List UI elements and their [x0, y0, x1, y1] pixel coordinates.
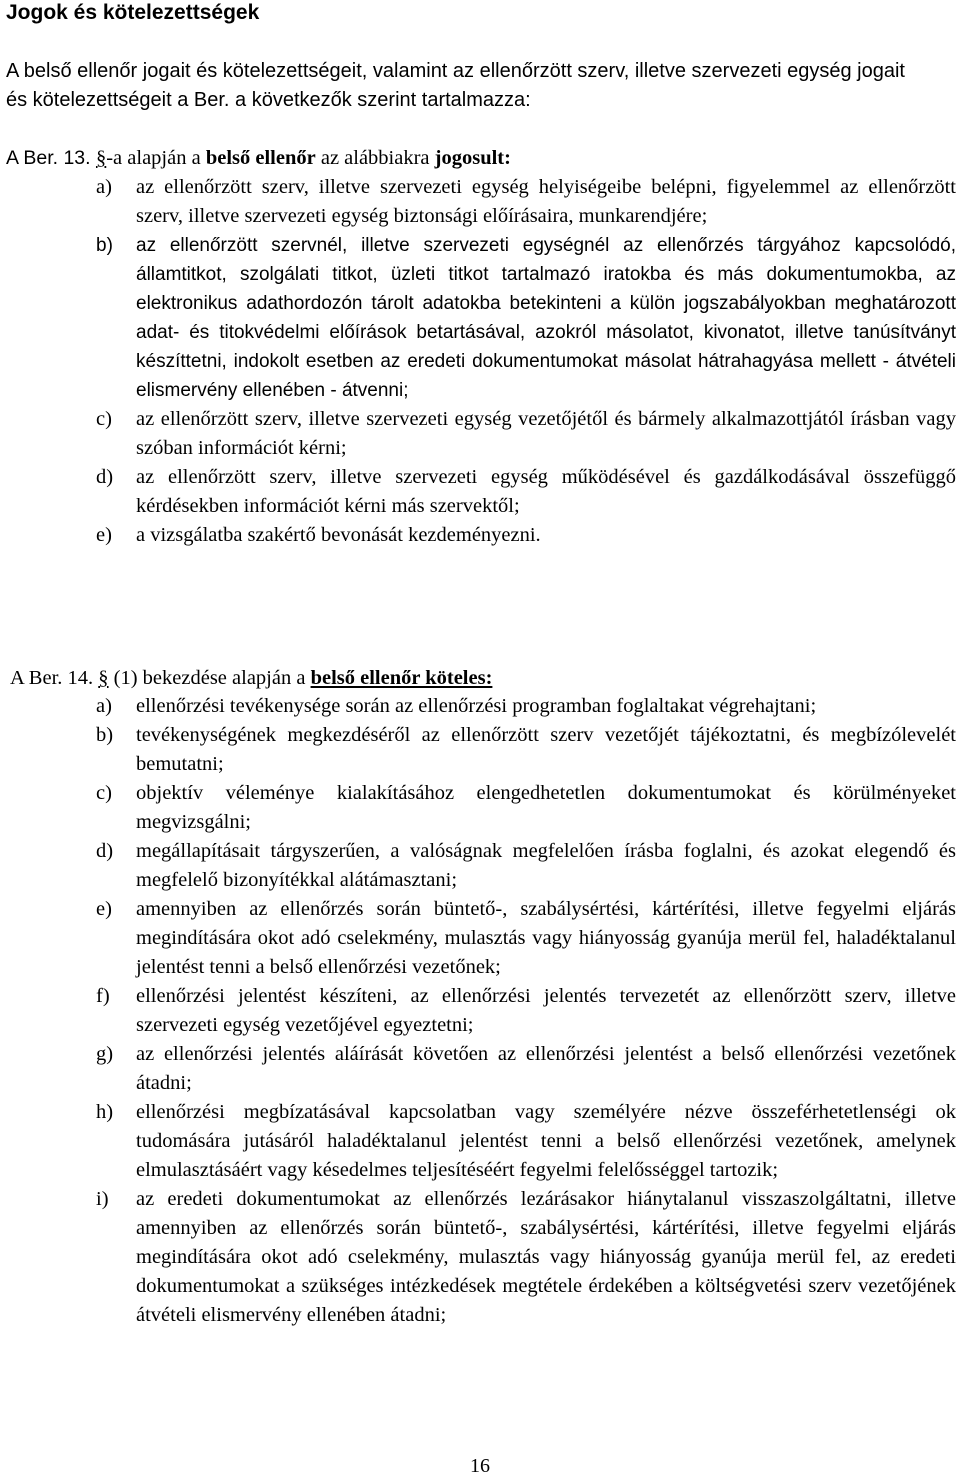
page-heading: Jogok és kötelezettségek	[6, 1, 260, 24]
list-item-marker: a)	[96, 695, 112, 717]
section2-lead-mid: (1) bekezdése alapján a	[108, 667, 311, 689]
section2-section-sign: §	[98, 667, 109, 689]
list-item	[96, 1185, 956, 1330]
list-item	[96, 692, 956, 721]
list-item-marker: b)	[96, 724, 114, 746]
list-item-marker: g)	[96, 1043, 114, 1065]
list-item-text: az ellenőrzési jelentés aláírását követően az ellenőrzési jelentést a belső ellenőrzési vezetőnek átadni;	[136, 1043, 956, 1094]
section2-lead-prefix: A Ber. 14.	[10, 667, 99, 689]
list-item	[96, 837, 956, 895]
list-item-text: ellenőrzési megbízatásával kapcsolatban vagy személyére nézve összeférhetetlenségi ok tudomására jutásáról haladéktalanul jelentést tenni a belső ellenőrzési vezetőnek, amelynek elmulasztásáért vagy késedelmes teljesítéséért fegyelmi felelősséggel tartozik;	[136, 1101, 956, 1181]
list-item-marker: c)	[96, 782, 112, 804]
list-item	[96, 463, 956, 521]
list-item	[96, 779, 956, 837]
list-item-text: megállapításait tárgyszerűen, a valóságnak megfelelően írásba foglalni, és azokat elegendő és megfelelő bizonyítékkal alátámasztani;	[136, 840, 956, 891]
list-item	[96, 1040, 956, 1098]
list-item-marker: a)	[96, 176, 112, 198]
list-item	[96, 895, 956, 982]
list-item-marker: e)	[96, 898, 112, 920]
section1-section-sign: §	[95, 147, 107, 169]
list-item	[96, 405, 956, 463]
list-item-text: az ellenőrzött szerv, illetve szervezeti egység vezetőjétől és bármely alkalmazottjától írásban vagy szóban információt kérni;	[136, 408, 956, 459]
list-item-text: objektív véleménye kialakításához elengedhetetlen dokumentumokat és körülményeket megvizsgálni;	[136, 782, 956, 833]
obligations-list	[96, 692, 956, 1330]
section1-lead-bold-subject: belső ellenőr	[205, 147, 316, 169]
list-item	[96, 173, 956, 231]
list-item	[96, 1098, 956, 1185]
section2-lead-bold: belső ellenőr köteles:	[310, 667, 493, 689]
list-item-text: tevékenységének megkezdéséről az ellenőrzött szerv vezetőjét tájékoztatni, és megbízólevelét bemutatni;	[136, 724, 956, 775]
list-item-marker: d)	[96, 466, 114, 488]
list-item-marker: h)	[96, 1101, 114, 1123]
list-item	[96, 982, 956, 1040]
section1-lead-mid2: az alábbiakra	[315, 147, 435, 169]
list-item-text: az ellenőrzött szerv, illetve szervezeti egység helyiségeibe belépni, figyelemmel az ellenőrzött szerv, illetve szervezeti egység biztonsági előírásaira, munkarendjére;	[136, 176, 956, 227]
list-item-text: az ellenőrzött szervnél, illetve szervezeti egységnél az ellenőrzés tárgyához kapcsolódó, államtitkot, szolgálati titkot, üzleti titkot tartalmazó iratokba és más dokumentumokba, az elektronikus adathordozón tárolt adatokba betekinteni a külön jogszabályokban meghatározott adat- és titokvédelmi előírások betartásával, azokról másolatot, kivonatot, illetve tanúsítványt készíttetni, indokolt esetben az eredeti dokumentumokat másolat hátrahagyása mellett - átvételi elismervény ellenében - átvenni;	[136, 235, 956, 401]
section1-lead	[6, 144, 946, 173]
list-item-text: amennyiben az ellenőrzés során büntető-, szabálysértési, kártérítési, illetve fegyelmi eljárás megindítására okot adó cselekmény, mulasztás vagy hiányosság gyanúja merül fel, haladéktalanul jelentést tenni a belső ellenőrzési vezetőnek;	[136, 898, 956, 978]
list-item-marker: d)	[96, 840, 114, 862]
section1-lead-bold-keyword: jogosult:	[434, 147, 511, 169]
list-item-text: az ellenőrzött szerv, illetve szervezeti egység működésével és gazdálkodásával összefüggő kérdésekben információt kérni más szervektől;	[136, 466, 956, 517]
list-item-text: az eredeti dokumentumokat az ellenőrzés lezárásakor hiánytalanul visszaszolgáltatni, illetve amennyiben az ellenőrzés során büntető-, szabálysértési, kártérítési, illetve fegyelmi eljárás megindítására okot adó cselekmény, mulasztás vagy hiányosság gyanúja merül fel, az eredeti dokumentumokat a szükséges intézkedések megtétele érdekében a költségvetési szerv vezetőjének átvételi elismervény ellenében átadni;	[136, 1188, 956, 1326]
list-item-text: ellenőrzési jelentést készíteni, az ellenőrzési jelentés tervezetét az ellenőrzött szerv, illetve szervezeti egység vezetőjével egyeztetni;	[136, 985, 956, 1036]
list-item	[96, 721, 956, 779]
list-item-text: ellenőrzési tevékenysége során az ellenőrzési programban foglaltakat végrehajtani;	[136, 695, 817, 717]
list-item	[96, 521, 956, 550]
page-number: 16	[470, 1455, 490, 1477]
list-item-marker: i)	[96, 1188, 109, 1210]
list-item-text: a vizsgálatba szakértő bevonását kezdeményezni.	[136, 524, 541, 546]
section1-lead-mid: -a alapján a	[106, 147, 206, 169]
section2-lead	[10, 664, 950, 693]
list-item-marker: b)	[96, 235, 113, 256]
list-item-marker: e)	[96, 524, 112, 546]
section1-lead-prefix: A Ber. 13.	[6, 147, 96, 169]
intro-paragraph: A belső ellenőr jogait és kötelezettségeit, valamint az ellenőrzött szerv, illetve szervezeti egység jogait és kötelezettségeit a Ber. a következők szerint tartalmazza:	[6, 60, 905, 111]
rights-list	[96, 173, 956, 550]
list-item-marker: c)	[96, 408, 112, 430]
list-item-marker: f)	[96, 985, 110, 1007]
list-item	[96, 231, 956, 405]
